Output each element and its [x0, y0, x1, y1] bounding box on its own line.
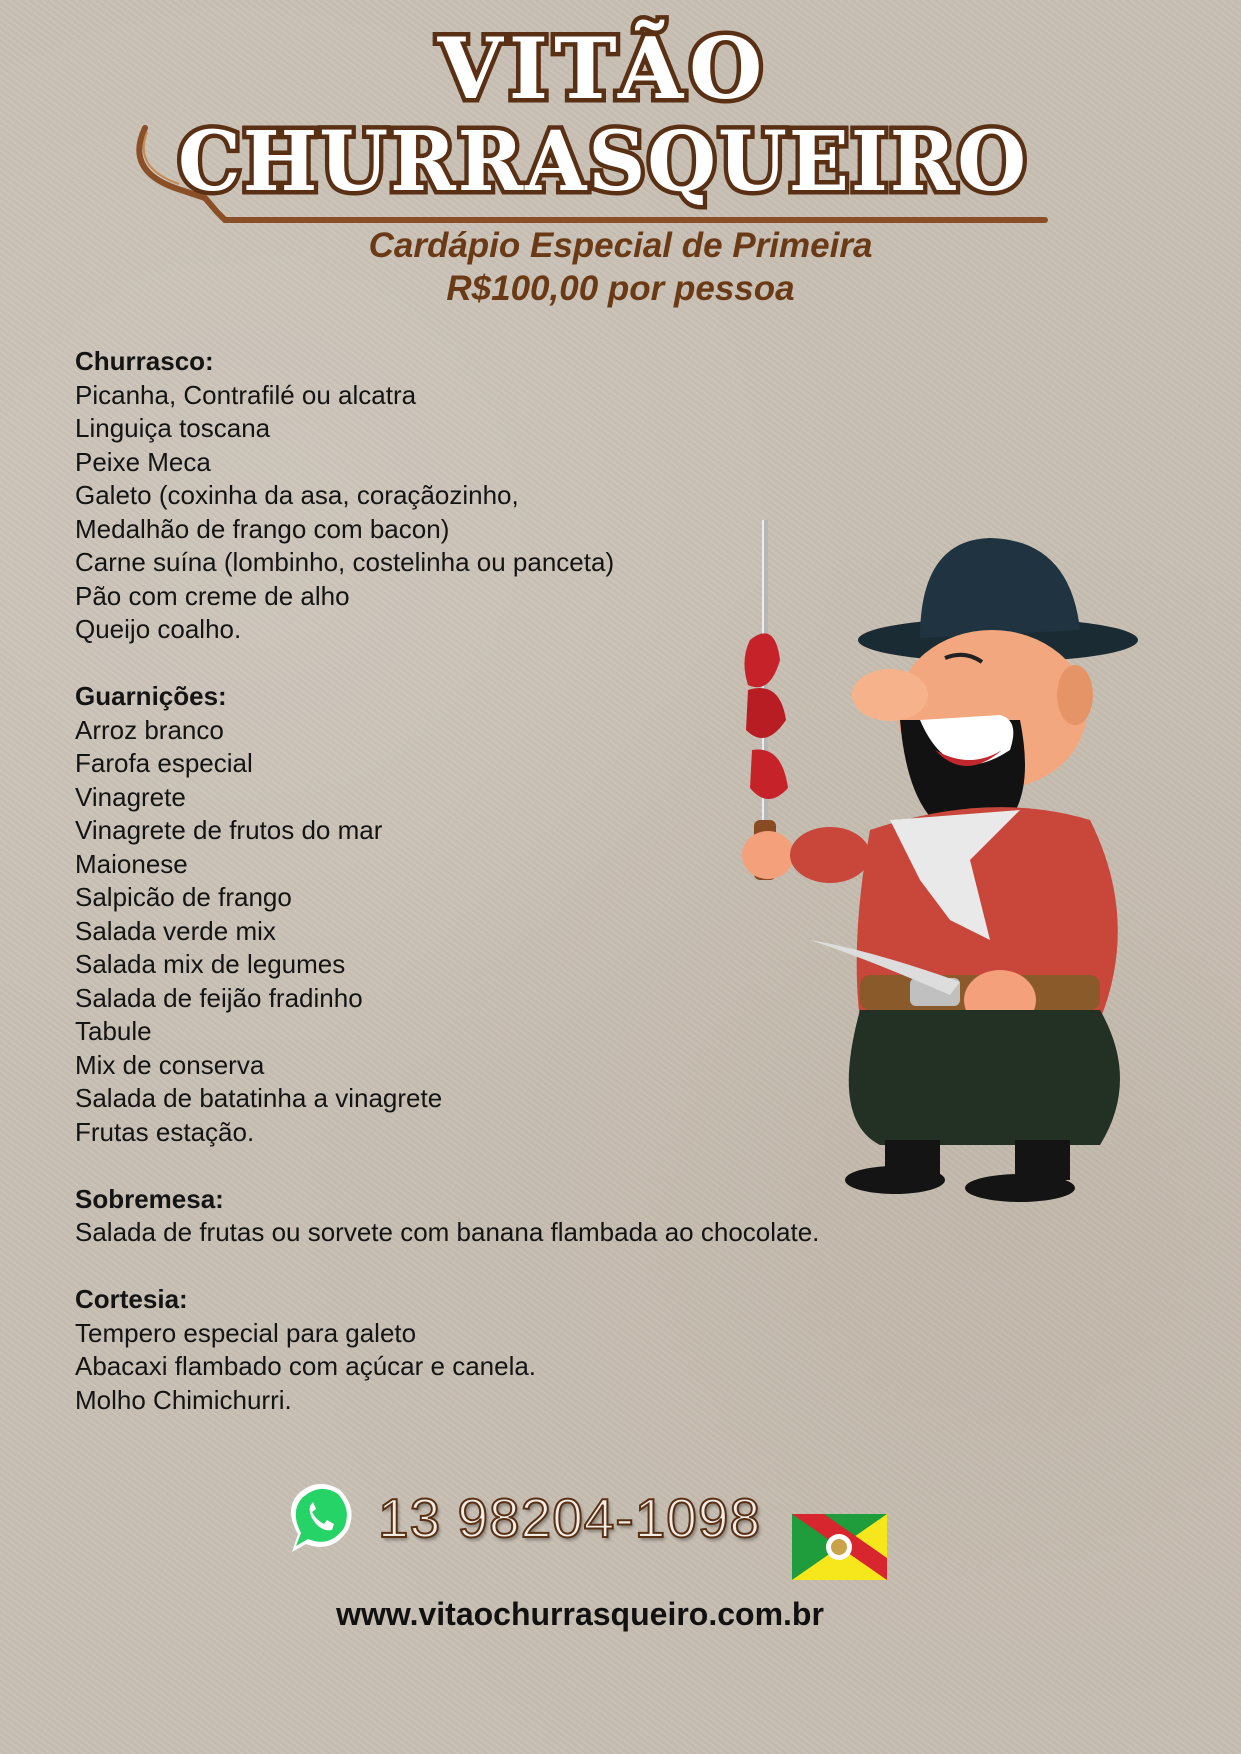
menu-item: Salada de batatinha a vinagrete	[75, 1083, 443, 1113]
menu-item: Picanha, Contrafilé ou alcatra	[75, 379, 417, 410]
section-title: Sobremesa:	[75, 1183, 224, 1214]
website-link[interactable]: www.vitaochurrasqueiro.com.br	[336, 1596, 824, 1632]
menu-item: Farofa especial	[75, 748, 253, 778]
contact-bar	[280, 1478, 960, 1588]
section-title: Guarnições:	[75, 681, 227, 711]
menu-item: Salada mix de legumes	[75, 949, 346, 979]
menu-item: Molho Chimichurri.	[75, 1384, 292, 1415]
menu-item: Maionese	[75, 848, 188, 879]
menu-item: Salada de frutas ou sorvete com banana flambada ao chocolate.	[75, 1217, 820, 1247]
menu-item: Tempero especial para galeto	[75, 1317, 417, 1348]
menu-item: Salada de feijão fradinho	[75, 982, 363, 1013]
menu-item: Medalhão de frango com bacon)	[75, 513, 450, 544]
menu-item: Galeto (coxinha da asa, coraçãozinho,	[75, 480, 519, 510]
logo-line2: CHURRASQUEIRO	[178, 114, 1028, 210]
section-title: Churrasco:	[75, 346, 214, 376]
menu-item: Carne suína (lombinho, costelinha ou panceta)	[75, 547, 615, 577]
menu-item: Pão com creme de alho	[75, 580, 350, 611]
phone-number[interactable]: 13 98204-1098	[378, 1487, 762, 1549]
menu-item: Tabule	[75, 1016, 152, 1046]
logo-graphic	[125, 10, 1065, 235]
price-per-person: R$100,00 por pessoa	[446, 269, 795, 308]
menu-subtitle: Cardápio Especial de Primeira	[368, 226, 873, 265]
menu-item: Arroz branco	[75, 714, 224, 745]
whatsapp-icon	[280, 1478, 355, 1556]
menu-item: Salpicão de frango	[75, 882, 292, 912]
menu-item: Mix de conserva	[75, 1049, 265, 1080]
menu-item: Frutas estação.	[75, 1116, 255, 1147]
menu-item: Linguiça toscana	[75, 413, 271, 443]
menu-item: Vinagrete de frutos do mar	[75, 815, 383, 845]
menu-item: Peixe Meca	[75, 446, 211, 477]
menu-item: Queijo coalho.	[75, 614, 242, 644]
logo-line1: VITÃO	[437, 19, 769, 118]
menu-item: Salada verde mix	[75, 915, 276, 946]
gaucho-mascot-illustration	[720, 520, 1140, 1210]
section-title: Cortesia:	[75, 1284, 188, 1314]
menu-item: Vinagrete	[75, 781, 186, 812]
brand-logo	[125, 10, 1065, 235]
rio-grande-do-sul-flag	[792, 1514, 887, 1580]
menu-section	[75, 1283, 995, 1417]
menu-item: Abacaxi flambado com açúcar e canela.	[75, 1351, 537, 1381]
